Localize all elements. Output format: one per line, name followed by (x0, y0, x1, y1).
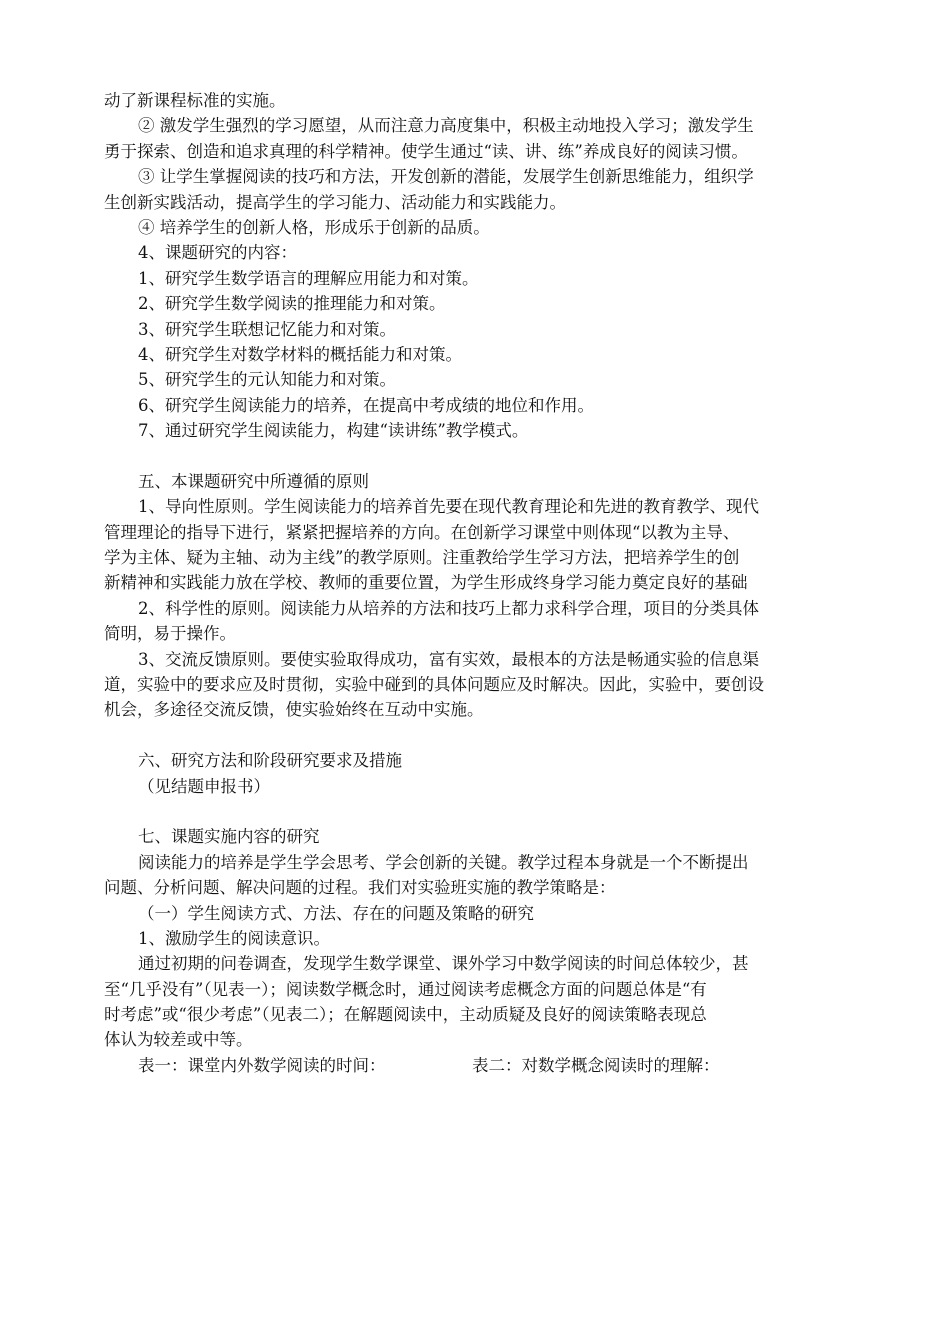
blank-line (104, 443, 840, 468)
list-item: 3、研究学生联想记忆能力和对策。 (138, 319, 396, 339)
text-line: 时考虑”或“很少考虑”（见表二）；在解题阅读中，主动质疑及良好的阅读策略表现总 (104, 1005, 707, 1025)
table2-caption: 表二：对数学概念阅读时的理解： (472, 1055, 720, 1075)
subsection-heading: 4、课题研究的内容： (138, 243, 297, 263)
list-item: 2、研究学生数学阅读的推理能力和对策。 (138, 294, 446, 314)
paragraph-start: 阅读能力的培养是学生学会思考、学会创新的关键。教学过程本身就是一个不断提出 (138, 852, 749, 872)
principle-3: 3、交流反馈原则。要使实验取得成功，富有实效，最根本的方法是畅通实验的信息渠 (138, 649, 759, 669)
principle-1: 1、导向性原则。学生阅读能力的培养首先要在现代教育理论和先进的教育教学、现代 (138, 497, 759, 517)
text-line: 勇于探索、创造和追求真理的科学精神。使学生通过“读、讲、练”养成良好的阅读习惯。 (104, 141, 748, 161)
text-line: 学为主体、疑为主轴、动为主线”的教学原则。注重教给学生学习方法，把培养学生的创 (104, 548, 740, 568)
paragraph-start: 通过初期的问卷调查，发现学生数学课堂、课外学习中数学阅读的时间总体较少，甚 (138, 954, 749, 974)
objective-4: ④ 培养学生的创新人格，形成乐于创新的品质。 (138, 217, 490, 237)
section-heading-6: 六、研究方法和阶段研究要求及措施 (138, 751, 402, 771)
reference-note: （见结题申报书） (138, 776, 270, 796)
table-captions (104, 1053, 840, 1078)
text-line: 机会，多途径交流反馈，使实验始终在互动中实施。 (104, 700, 484, 720)
text-line: 体认为较差或中等。 (104, 1030, 253, 1050)
list-item: 6、研究学生阅读能力的培养，在提高中考成绩的地位和作用。 (138, 395, 594, 415)
list-item: 1、研究学生数学语言的理解应用能力和对策。 (138, 268, 479, 288)
text-line: 至“几乎没有”（见表一）；阅读数学概念时，通过阅读考虑概念方面的问题总体是“有 (104, 979, 707, 999)
text-line: 生创新实践活动，提高学生的学习能力、活动能力和实践能力。 (104, 192, 566, 212)
list-item: 1、激励学生的阅读意识。 (138, 928, 330, 948)
list-item: 5、研究学生的元认知能力和对策。 (138, 370, 396, 390)
text-line: 新精神和实践能力放在学校、教师的重要位置，为学生形成终身学习能力奠定良好的基础 (104, 573, 748, 593)
text-line: 道，实验中的要求应及时贯彻，实验中碰到的具体问题应及时解决。因此，实验中，要创设 (104, 674, 764, 694)
list-item: 7、通过研究学生阅读能力，构建“读讲练”教学模式。 (138, 421, 529, 441)
table1-caption: 表一：课堂内外数学阅读的时间： (138, 1055, 386, 1075)
section-heading-5: 五、本课题研究中所遵循的原则 (138, 471, 369, 491)
text-line: 动了新课程标准的实施。 (104, 91, 286, 110)
text-line: 问题、分析问题、解决问题的过程。我们对实验班实施的教学策略是： (104, 878, 616, 898)
objective-3: ③ 让学生掌握阅读的技巧和方法，开发创新的潜能，发展学生创新思维能力，组织学 (138, 167, 754, 187)
section-heading-7: 七、课题实施内容的研究 (138, 827, 320, 847)
list-item: 4、研究学生对数学材料的概括能力和对策。 (138, 344, 462, 364)
blank-line (104, 723, 840, 748)
blank-line (104, 799, 840, 824)
document-page (104, 88, 840, 1078)
objective-2: ② 激发学生强烈的学习愿望，从而注意力高度集中，积极主动地投入学习；激发学生 (138, 116, 754, 136)
text-line: 管理理论的指导下进行，紧紧把握培养的方向。在创新学习课堂中则体现“以教为主导、 (104, 522, 740, 542)
subsection-heading: （一）学生阅读方式、方法、存在的问题及策略的研究 (138, 903, 534, 923)
text-line: 简明，易于操作。 (104, 624, 236, 644)
principle-2: 2、科学性的原则。阅读能力从培养的方法和技巧上都力求科学合理，项目的分类具体 (138, 598, 759, 618)
